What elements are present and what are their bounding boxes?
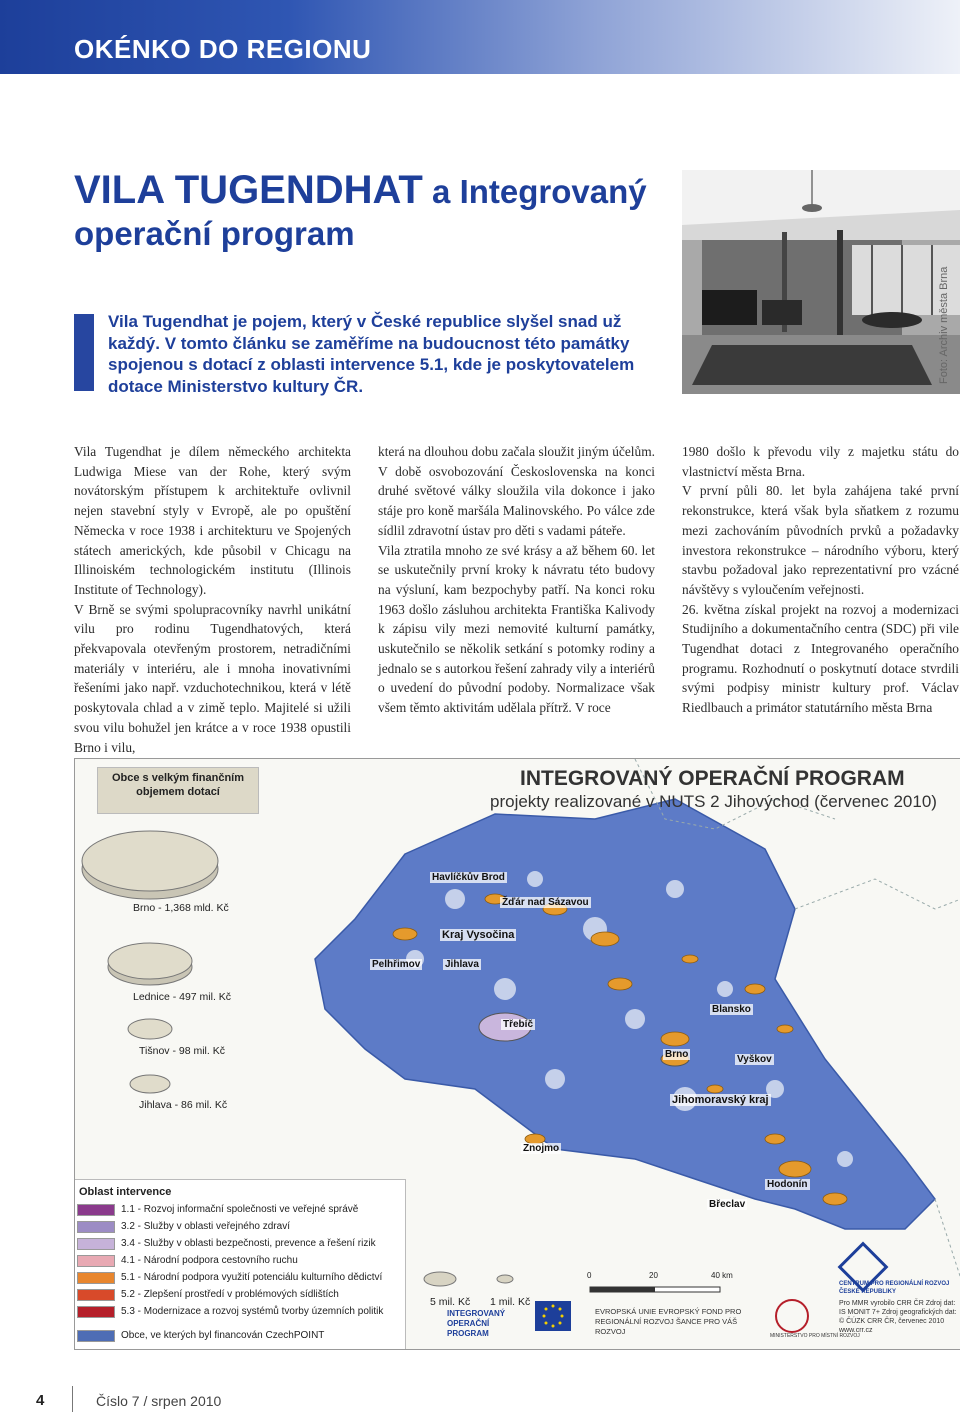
legend-swatch (77, 1272, 115, 1284)
city-label: Pelhřimov (372, 959, 421, 970)
scale-label: 40 km (711, 1271, 733, 1280)
city-label: Jihomoravský kraj (672, 1094, 769, 1106)
scale-pie-label: 5 mil. Kč (430, 1296, 471, 1308)
city-label: Blansko (712, 1004, 751, 1015)
legend-item (75, 1270, 382, 1285)
mmr-logo-icon (775, 1299, 809, 1333)
paragraph: 1980 došlo k převodu vily z majetku státu do vlastnictví města Brna. (682, 444, 959, 479)
drop-cap-bar (74, 314, 94, 391)
pie-label-jihlava: Jihlava - 86 mil. Kč (139, 1099, 228, 1111)
paragraph: Vila ztratila mnoho ze své krásy a až během 60. let se uskutečnily první kroky k návratu této budovy na výsluní, kam bezpochyby patří. Na konci roku 1963 došlo zásluhou architekta Františka Kalivody k zápisu vily mezi nemovité kulturní památky, uskutečnilo se několik setkání s potomky rodiny a jednalo se s autorkou řešení zahrady vily a interiérů o uvedení do původní podoby. Normalizace však všem těmto aktivitám udělala přítrž. V roce (378, 542, 655, 716)
headline-rest: a Integrovaný operační program (74, 173, 647, 252)
legend-label: 4.1 - Národní podpora cestovního ruchu (121, 1255, 298, 1266)
photo-credit: Foto: Archiv města Brna (938, 266, 950, 384)
paragraph: Vila Tugendhat je dílem německého architekta Ludwiga Miese van der Rohe, který svým novátorským přístupem k architektuře ovlivnil nejen stavební styly v Evropě, ale po opuštění Německa v roce 1938 i architekturu ve Spojených státech amerických, kde působil v Chicagu na Illinoiském technologickém institutu (Illinois Institute of Technology). (74, 444, 351, 597)
pie-label-lednice: Lednice - 497 mil. Kč (133, 991, 232, 1003)
legend-swatch (77, 1221, 115, 1233)
map-title: INTEGROVANÝ OPERAČNÍ PROGRAM (520, 767, 905, 790)
legend-label: 3.4 - Služby v oblasti bezpečnosti, prevence a řešení rizik (121, 1238, 376, 1249)
iop-projects-map (74, 758, 960, 1350)
city-label: Břeclav (709, 1199, 746, 1210)
map-subtitle: projekty realizované v NUTS 2 Jihovýchod (červenec 2010) (490, 792, 937, 811)
section-title: OKÉNKO DO REGIONU (74, 34, 372, 64)
eu-text: EVROPSKÁ UNIE EVROPSKÝ FOND PRO REGIONÁLNÍ ROZVOJ ŠANCE PRO VÁŠ ROZVOJ (595, 1307, 742, 1336)
city-label: Havlíčkův Brod (432, 872, 505, 883)
legend-swatch (77, 1255, 115, 1267)
city-label: Hodonín (767, 1179, 808, 1190)
legend-swatch (77, 1306, 115, 1318)
villa-interior-photo (682, 170, 960, 394)
city-label: Kraj Vysočina (442, 929, 515, 941)
paragraph: 26. května získal projekt na rozvoj a modernizaci Studijního a dokumentačního centra (SDC) při vile Tugendhat dotaci z Integrovaného operačního programu. Rozhodnutí o poskytnutí dotace stvrdili svými podpisy ministr kultury prof. Václav Riedlbauch a primátor statutárního města Brna (682, 601, 959, 716)
lead-paragraph: Vila Tugendhat je pojem, který v České republice slyšel snad už každý. V tomto článku se zaměříme na budoucnost této památky spojenou s dotací z oblasti intervence 5.1, kde je poskytovatelem dotace Ministerstvo kultury ČR. (108, 312, 635, 396)
scale-label: 20 (649, 1271, 658, 1280)
mmr-text: MINISTERSTVO PRO MÍSTNÍ ROZVOJ (770, 1333, 860, 1339)
legend-swatch (77, 1330, 115, 1342)
map-legend (75, 1179, 406, 1350)
legend-item (75, 1304, 383, 1319)
legend-item (75, 1253, 298, 1268)
city-label: Brno (665, 1049, 689, 1060)
scale-label: 0 (587, 1271, 592, 1280)
issue-label: Číslo 7 / srpen 2010 (96, 1393, 222, 1409)
crr-text: CENTRUM PRO REGIONÁLNÍ ROZVOJ ČESKÉ REPUBLIKY (839, 1281, 950, 1295)
pie-label-brno: Brno - 1,368 mld. Kč (133, 902, 229, 914)
pie-label-tisnov: Tišnov - 98 mil. Kč (139, 1045, 225, 1057)
city-label: Znojmo (523, 1143, 560, 1154)
article-column-2 (378, 442, 655, 718)
legend-label: 5.2 - Zlepšení prostředí v problémových sídlištích (121, 1289, 339, 1300)
article-column-3 (682, 442, 959, 718)
article-headline (74, 166, 674, 254)
legend-label: 5.3 - Modernizace a rozvoj systémů tvorby územních politik (121, 1306, 384, 1317)
category-box: Obce s velkým finančním objemem dotací (97, 767, 259, 814)
legend-swatch (77, 1238, 115, 1250)
article-column-1 (74, 442, 351, 757)
legend-item (75, 1219, 290, 1234)
legend-label: 3.2 - Služby v oblasti veřejného zdraví (121, 1221, 290, 1232)
paragraph: která na dlouhou dobu začala sloužit jiným účelům. V době osvobozování Československa na konci druhé světové války sloužila vila dokonce i jako stáje pro koně maršála Malinovského. Po válce zde sídlil zdravotní ústav pro děti s vadami páteře. (378, 444, 655, 538)
iop-logo: INTEGROVANÝ OPERAČNÍ PROGRAM (447, 1309, 506, 1338)
city-label: Třebíč (503, 1019, 534, 1030)
legend-item (75, 1287, 339, 1302)
legend-swatch (77, 1204, 115, 1216)
eu-flag-icon (535, 1301, 571, 1331)
section-banner (0, 0, 960, 74)
legend-label: 5.1 - Národní podpora využití potenciálu kulturního dědictví (121, 1272, 383, 1283)
legend-label: Obce, ve kterých byl financován CzechPOINT (121, 1330, 325, 1341)
legend-item (75, 1328, 324, 1343)
paragraph: V první půli 80. let byla zahájena také první rekonstrukce, která však byla sňatkem z rozumu mezi zachováním původních prvků a požadavky investora rekonstrukce – národního výboru, který stavbu požadoval jako reprezentativní pro vzácné návštěvy s vyloučením veřejnosti. (682, 483, 959, 597)
legend-swatch (77, 1289, 115, 1301)
legend-item (75, 1236, 376, 1251)
city-label: Vyškov (737, 1054, 772, 1065)
legend-item (75, 1202, 358, 1217)
map-credits: Pro MMR vyrobilo CRR ČR Zdroj dat: IS MONIT 7+ Zdroj geografických dat: © ČÚZK CRR ČR, červenec 2010 www.crr.cz (839, 1300, 957, 1334)
page-number: 4 (36, 1392, 45, 1409)
scale-pie-label: 1 mil. Kč (490, 1296, 531, 1308)
legend-title: Oblast intervence (79, 1186, 172, 1198)
footer-divider (72, 1386, 73, 1412)
city-label: Žďár nad Sázavou (502, 897, 589, 908)
headline-main: VILA TUGENDHAT (74, 168, 423, 212)
paragraph: V Brně se svými spolupracovníky navrhl unikátní vilu pro rodinu Tugendhatových, která překvapovala otevřeným prostorem, netradičními materiály v interiéru, ale i mnoha inovativními řešeními jako např. vzduchotechnikou, která v létě poskytovala chlad a v zimě teplo. Majitelé si užili svou vilu bohužel jen krátce a v roce 1938 opustili Brno i vilu, (74, 601, 351, 755)
legend-label: 1.1 - Rozvoj informační společnosti ve veřejné správě (121, 1204, 359, 1215)
city-label: Jihlava (445, 959, 479, 970)
